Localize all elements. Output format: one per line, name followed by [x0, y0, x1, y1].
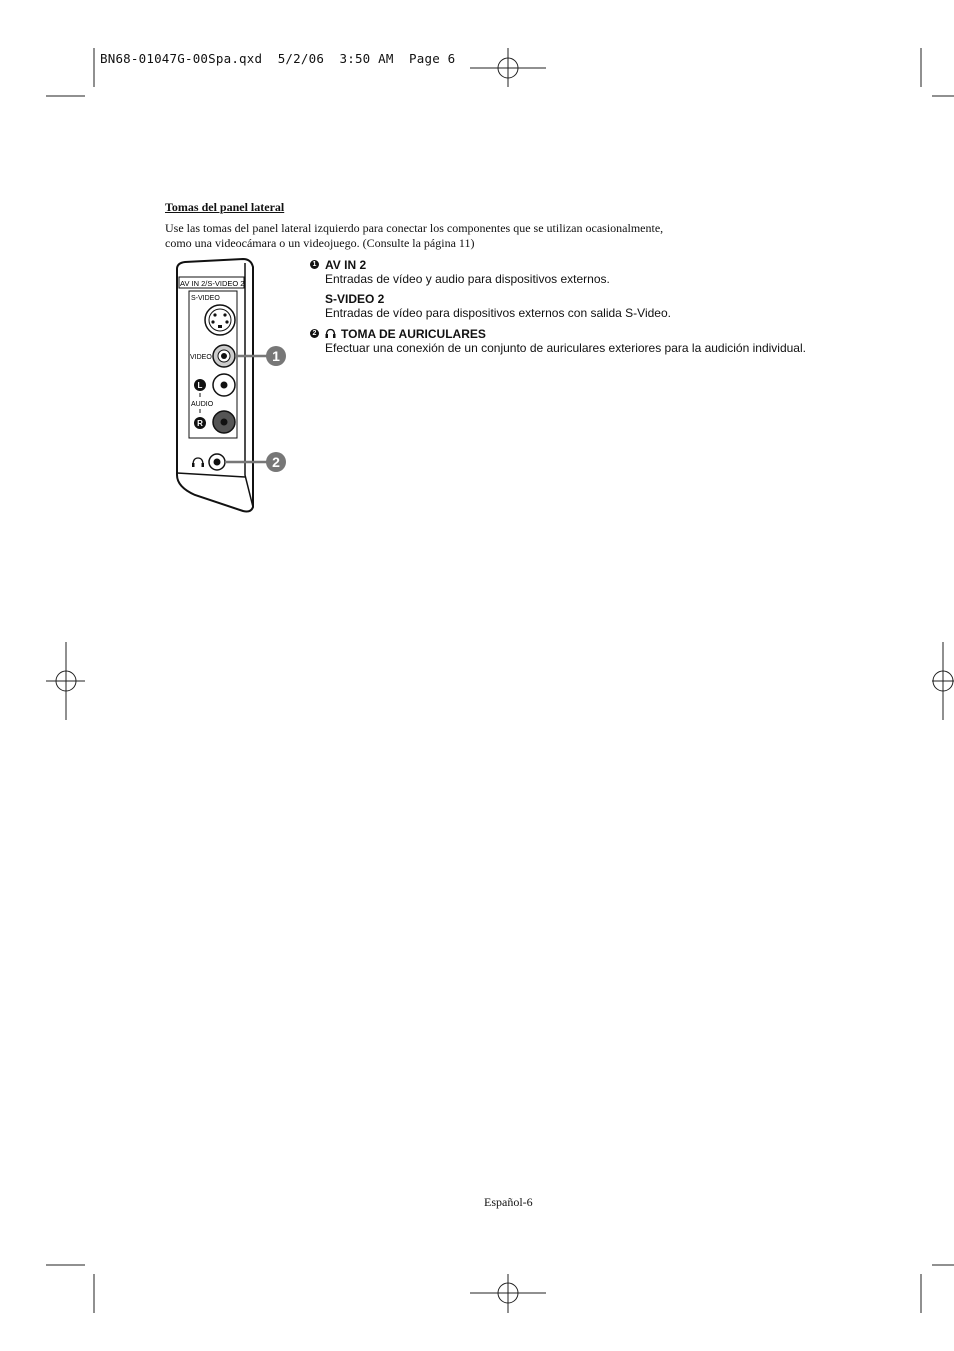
video-jack[interactable] [213, 345, 235, 367]
list-item-headphone [310, 327, 910, 355]
item-sub-heading: S-VIDEO 2 [325, 292, 385, 306]
item-heading-row [325, 327, 910, 341]
right-label: R [197, 419, 203, 428]
svideo-label: S-VIDEO [191, 295, 220, 302]
panel-header-label: AV IN 2/S-VIDEO 2 [180, 279, 245, 288]
file-slug: BN68-01047G-00Spa.qxd 5/2/06 3:50 AM Page 6 [100, 51, 456, 66]
section-title: Tomas del panel lateral [165, 200, 285, 214]
audio-left-jack[interactable] [213, 374, 235, 396]
intro-text [165, 221, 725, 251]
left-label: L [197, 381, 203, 390]
intro-line-1: Use las tomas del panel lateral izquierdo para conectar los componentes que se utilizan ocasionalmente, [165, 221, 664, 235]
item-number-badge: 2 [310, 329, 319, 338]
video-label: VIDEO [190, 354, 212, 361]
audio-right-jack[interactable] [213, 411, 235, 433]
item-body: Efectuar una conexión de un conjunto de auriculares exteriores para la audición individual. [325, 341, 806, 355]
headphone-jack[interactable] [209, 454, 225, 470]
connector-list [310, 258, 910, 362]
headphone-icon [325, 328, 336, 339]
audio-label: AUDIO [191, 401, 214, 408]
list-item-av-in-2 [310, 258, 910, 320]
item-number-badge: 1 [310, 260, 319, 269]
intro-line-2: como una videocámara o un videojuego. (Consulte la página 11) [165, 236, 475, 250]
item-heading: TOMA DE AURICULARES [341, 327, 486, 341]
callout-1: 1 [272, 348, 280, 364]
item-sub-body: Entradas de vídeo para dispositivos externos con salida S-Video. [325, 306, 671, 320]
page-footer: Español-6 [484, 1195, 533, 1209]
item-body: Entradas de vídeo y audio para dispositivos externos. [325, 272, 610, 286]
item-heading: AV IN 2 [325, 258, 367, 272]
svideo-jack[interactable] [205, 305, 235, 335]
callout-2: 2 [272, 454, 280, 470]
side-panel-illustration [165, 255, 295, 517]
